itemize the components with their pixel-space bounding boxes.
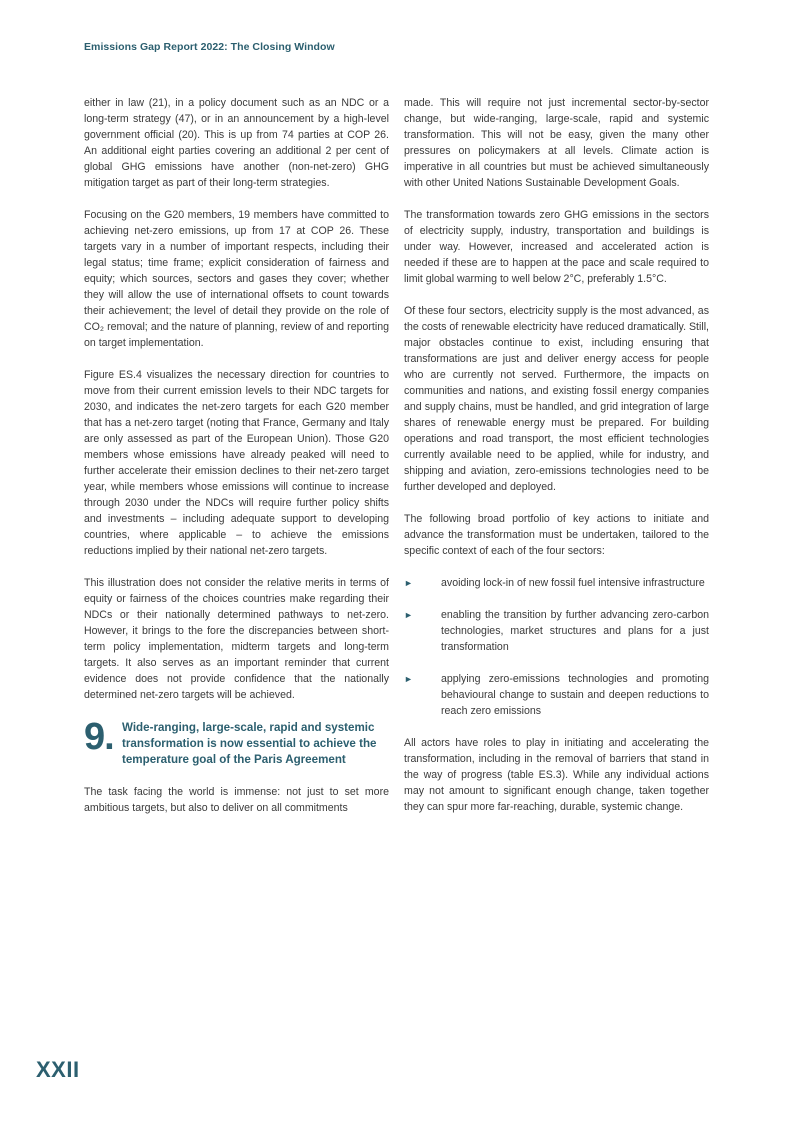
running-header-title: Emissions Gap Report 2022: The Closing Window bbox=[84, 41, 335, 53]
section-heading bbox=[84, 716, 389, 768]
paragraph: made. This will require not just incremental sector-by-sector change, but wide-ranging, large-scale, rapid and systemic transformation. This will not be easy, given the many other pressures on policymakers at all levels. Climate action is imperative in all countries but must be achieved simultaneously with other United Nations Sustainable Development Goals. bbox=[404, 97, 709, 189]
section-number: 9. bbox=[84, 716, 114, 758]
triangle-right-icon: ► bbox=[404, 610, 413, 620]
triangle-right-icon: ► bbox=[404, 578, 413, 588]
paragraph: All actors have roles to play in initiating and accelerating the transformation, including in the removal of barriers that stand in the way of progress (table ES.3). While any individual actions may not amount to significant enough change, taken together they can spur more far-reaching, durable, systemic change. bbox=[404, 737, 709, 813]
left-column bbox=[84, 95, 389, 832]
list-item bbox=[404, 575, 709, 591]
right-column bbox=[404, 95, 709, 831]
paragraph: The following broad portfolio of key actions to initiate and advance the transformation must be undertaken, tailored to the specific context of each of the four sectors: bbox=[404, 513, 709, 557]
list-item bbox=[404, 607, 709, 655]
section-title: Wide-ranging, large-scale, rapid and systemic transformation is now essential to achieve the temperature goal of the Paris Agreement bbox=[122, 721, 377, 766]
paragraph: The transformation towards zero GHG emissions in the sectors of electricity supply, industry, transportation and buildings is under way. However, increased and accelerated action is needed if these are to happen at the pace and scale required to limit global warming to well below 2°C, preferably 1.5°C. bbox=[404, 209, 709, 285]
paragraph: Figure ES.4 visualizes the necessary direction for countries to move from their current emission levels to their NDC targets for 2030, and indicates the net-zero targets for each G20 member that has a net-zero target (noting that France, Germany and Italy are only assessed as part of the European Union). Those G20 members whose emissions have already peaked will need to further accelerate their emission declines to their net-zero target year, while members whose emissions will continue to increase through 2030 under the NDCs will require further policy shifts and investments – including adequate support to developing countries, where applicable – to achieve the emissions reductions implied by their national net-zero targets. bbox=[84, 369, 389, 557]
list-item-text: applying zero-emissions technologies and promoting behavioural change to sustain and deepen reductions to reach zero emissions bbox=[441, 673, 709, 717]
paragraph: This illustration does not consider the relative merits in terms of equity or fairness of the choices countries make regarding their NDCs or their nationally determined pathways to net-zero. However, it brings to the fore the discrepancies between short-term policy implementation, midterm targets and long-term targets. It also serves as an important reminder that current evidence does not provide confidence that the nationally determined net-zero targets will be achieved. bbox=[84, 577, 389, 701]
list-item bbox=[404, 671, 709, 719]
paragraph: Focusing on the G20 members, 19 members have committed to achieving net-zero emissions, up from 17 at COP 26. These targets vary in a number of important respects, including their legal status; time frame; explicit consideration of fairness and equity; which sources, sectors and gases they cover; whether they will allow the use of international offsets to count towards their achievement; the level of detail they provide on the role of CO₂ removal; and the nature of planning, review of and reporting on target implementation. bbox=[84, 209, 389, 349]
triangle-right-icon: ► bbox=[404, 674, 413, 684]
page-number: XXII bbox=[36, 1057, 80, 1082]
paragraph: either in law (21), in a policy document such as an NDC or a long-term strategy (47), or in an announcement by a high-level government official (20). This is up from 74 parties at COP 26. An additional eight parties covering an additional 2 per cent of global GHG emissions have another (non-net-zero) GHG mitigation target as part of their long-term strategies. bbox=[84, 97, 389, 189]
list-item-text: avoiding lock-in of new fossil fuel intensive infrastructure bbox=[441, 577, 705, 589]
paragraph: Of these four sectors, electricity supply is the most advanced, as the costs of renewable electricity have reduced dramatically. Still, major obstacles continue to exist, including ensuring that transformations are just and deliver energy access for people who are currently not served. Furthermore, the impacts on communities and nations, and existing fossil energy companies and supply chains, must be handled, and grid integration of large shares of renewable energy must be prepared. For building operations and road transport, the most efficient technologies currently available need to be applied, while for industry, and shipping and aviation, zero-emissions technologies need to be further developed and deployed. bbox=[404, 305, 709, 493]
list-item-text: enabling the transition by further advancing zero-carbon technologies, market structures and plans for a just transformation bbox=[441, 609, 709, 653]
key-actions-list bbox=[404, 575, 709, 719]
paragraph: The task facing the world is immense: not just to set more ambitious targets, but also to deliver on all commitments bbox=[84, 786, 389, 814]
